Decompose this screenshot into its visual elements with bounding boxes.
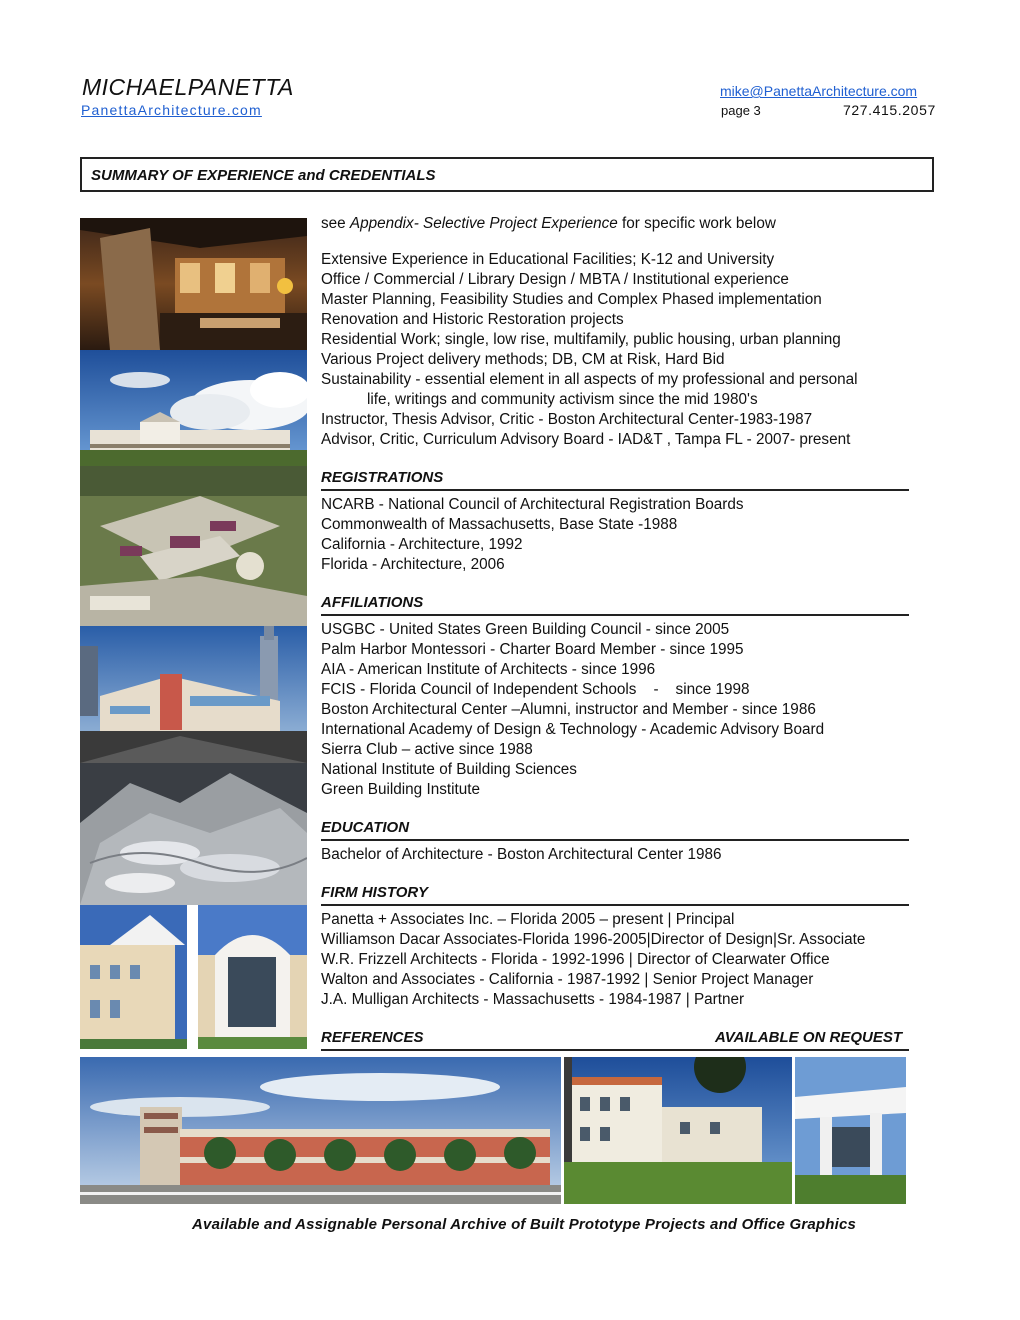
page-number: page 3 — [721, 103, 761, 118]
experience-item: Instructor, Thesis Advisor, Critic - Boston Architectural Center-1983-1987 — [321, 411, 813, 428]
interior-photo — [80, 218, 307, 350]
terrain-model-photo — [80, 763, 307, 905]
school-facade-photos — [80, 905, 307, 1049]
affiliation-item: FCIS - Florida Council of Independent Schools - since 1998 — [321, 681, 750, 698]
experience-item: Residential Work; single, low rise, multifamily, public housing, urban planning — [321, 331, 841, 348]
references-note: AVAILABLE ON REQUEST — [715, 1029, 902, 1046]
registration-item: California - Architecture, 1992 — [321, 536, 523, 553]
resume-name: MICHAELPANETTA — [82, 74, 294, 100]
aerial-campus-photo — [80, 466, 307, 626]
affiliation-item: National Institute of Building Sciences — [321, 761, 577, 778]
registration-item: Commonwealth of Massachusetts, Base State -1988 — [321, 516, 678, 533]
intro-prefix: see — [321, 215, 350, 232]
affiliation-item: International Academy of Design & Technology - Academic Advisory Board — [321, 721, 825, 738]
affiliations-heading: AFFILIATIONS — [321, 593, 909, 616]
banner-photos — [80, 1057, 906, 1204]
registration-item: Florida - Architecture, 2006 — [321, 556, 505, 573]
firm-history-item: J.A. Mulligan Architects - Massachusetts - 1984-1987 | Partner — [321, 991, 745, 1008]
archive-footer: Available and Assignable Personal Archive of Built Prototype Projects and Office Graphics — [192, 1216, 857, 1233]
firm-history-heading: FIRM HISTORY — [321, 883, 909, 906]
building-render-photo — [80, 626, 307, 763]
affiliation-item: Boston Architectural Center –Alumni, instructor and Member - since 1986 — [321, 701, 816, 718]
experience-item: life, writings and community activism since the mid 1980's — [367, 391, 758, 408]
affiliation-item: Palm Harbor Montessori - Charter Board Member - since 1995 — [321, 641, 744, 658]
experience-item: Various Project delivery methods; DB, CM at Risk, Hard Bid — [321, 351, 725, 368]
experience-item: Master Planning, Feasibility Studies and Complex Phased implementation — [321, 291, 822, 308]
experience-item: Renovation and Historic Restoration projects — [321, 311, 624, 328]
references-title: REFERENCES — [321, 1029, 424, 1046]
registrations-heading: REGISTRATIONS — [321, 468, 909, 491]
school-sky-photo — [80, 350, 307, 466]
firm-history-item: Williamson Dacar Associates-Florida 1996-2005|Director of Design|Sr. Associate — [321, 931, 866, 948]
phone-number: 727.415.2057 — [843, 102, 936, 118]
website-link[interactable]: PanettaArchitecture.com — [81, 102, 262, 118]
firm-history-item: Walton and Associates - California - 1987-1992 | Senior Project Manager — [321, 971, 814, 988]
intro-line — [321, 214, 911, 234]
intro-suffix: for specific work below — [617, 215, 776, 232]
experience-item: Sustainability - essential element in all aspects of my professional and personal — [321, 371, 858, 388]
summary-title-box — [80, 157, 934, 192]
experience-item: Office / Commercial / Library Design / MBTA / Institutional experience — [321, 271, 789, 288]
email-link[interactable]: mike@PanettaArchitecture.com — [720, 83, 918, 99]
firm-history-item: Panetta + Associates Inc. – Florida 2005 – present | Principal — [321, 911, 735, 928]
affiliation-item: Green Building Institute — [321, 781, 481, 798]
appendix-reference: Appendix- Selective Project Experience — [349, 215, 618, 232]
experience-column — [321, 214, 911, 1055]
affiliation-item: AIA - American Institute of Architects - since 1996 — [321, 661, 656, 678]
experience-item: Advisor, Critic, Curriculum Advisory Board - IAD&T , Tampa FL - 2007- present — [321, 431, 851, 448]
affiliation-item: Sierra Club – active since 1988 — [321, 741, 533, 758]
affiliation-item: USGBC - United States Green Building Council - since 2005 — [321, 621, 730, 638]
summary-title: SUMMARY OF EXPERIENCE and CREDENTIALS — [91, 167, 436, 184]
education-item: Bachelor of Architecture - Boston Architectural Center 1986 — [321, 846, 722, 863]
experience-item: Extensive Experience in Educational Facilities; K-12 and University — [321, 251, 775, 268]
education-heading: EDUCATION — [321, 818, 909, 841]
references-heading — [321, 1028, 909, 1051]
firm-history-item: W.R. Frizzell Architects - Florida - 1992-1996 | Director of Clearwater Office — [321, 951, 830, 968]
registration-item: NCARB - National Council of Architectural Registration Boards — [321, 496, 744, 513]
